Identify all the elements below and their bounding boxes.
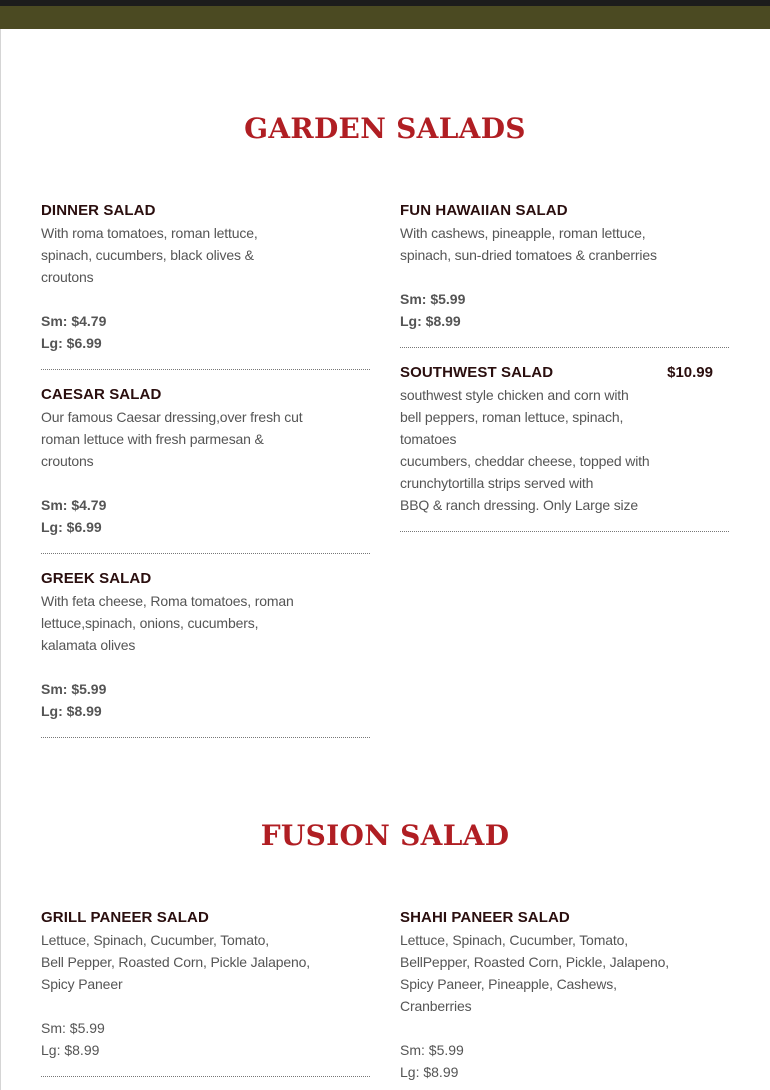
desc-line: Lettuce, Spinach, Cucumber, Tomato, <box>400 932 628 948</box>
desc-line: crunchytortilla strips served with <box>400 475 594 491</box>
desc-line: croutons <box>41 269 94 285</box>
desc-line: With feta cheese, Roma tomatoes, roman <box>41 593 294 609</box>
desc-line: BellPepper, Roasted Corn, Pickle, Jalapeno, <box>400 954 670 970</box>
garden-salads-left-column <box>41 200 370 738</box>
divider <box>41 1076 370 1077</box>
desc-line: With roma tomatoes, roman lettuce, <box>41 225 258 241</box>
divider <box>41 553 370 554</box>
price-large: Lg: $6.99 <box>41 335 102 351</box>
price-small: Sm: $4.79 <box>41 497 107 513</box>
item-name: FUN HAWAIIAN SALAD <box>400 202 568 219</box>
desc-line: Spicy Paneer, Pineapple, Cashews, <box>400 976 617 992</box>
item-name: DINNER SALAD <box>41 202 156 219</box>
section-title-garden-salads: GARDEN SALADS <box>244 112 526 145</box>
item-name: SHAHI PANEER SALAD <box>400 909 570 926</box>
item-description <box>41 406 301 472</box>
item-name: CAESAR SALAD <box>41 386 162 403</box>
item-sizes <box>41 1017 370 1061</box>
menu-item-fun-hawaiian-salad <box>400 200 729 348</box>
item-name: GREEK SALAD <box>41 570 152 587</box>
item-sizes <box>400 1039 729 1083</box>
desc-line: tomatoes <box>400 431 457 447</box>
price-small: Sm: $4.79 <box>41 313 107 329</box>
divider <box>400 531 729 532</box>
price-small: Sm: $5.99 <box>41 1020 105 1036</box>
price-large: Lg: $6.99 <box>41 519 102 535</box>
item-sizes <box>400 288 729 332</box>
desc-line: southwest style chicken and corn with <box>400 387 629 403</box>
desc-line: Spicy Paneer <box>41 976 123 992</box>
desc-line: Our famous Caesar dressing,over fresh cut <box>41 409 303 425</box>
fusion-salad-right-column <box>400 907 729 1083</box>
item-sizes <box>41 678 370 722</box>
desc-line: kalamata olives <box>41 637 136 653</box>
price-large: Lg: $8.99 <box>400 1064 459 1080</box>
desc-line: croutons <box>41 453 94 469</box>
price-small: Sm: $5.99 <box>400 1042 464 1058</box>
price-large: Lg: $8.99 <box>400 313 461 329</box>
menu-item-shahi-paneer-salad <box>400 907 729 1083</box>
desc-line: bell peppers, roman lettuce, spinach, <box>400 409 624 425</box>
menu-item-dinner-salad <box>41 200 370 370</box>
desc-line: lettuce,spinach, onions, cucumbers, <box>41 615 259 631</box>
desc-line: With cashews, pineapple, roman lettuce, <box>400 225 646 241</box>
section-title-fusion-salad: FUSION SALAD <box>260 819 510 852</box>
price-small: Sm: $5.99 <box>41 681 107 697</box>
divider <box>41 369 370 370</box>
desc-line: Lettuce, Spinach, Cucumber, Tomato, <box>41 932 269 948</box>
item-description <box>41 590 301 656</box>
desc-line: roman lettuce with fresh parmesan & <box>41 431 264 447</box>
menu-item-southwest-salad <box>400 362 729 532</box>
item-sizes <box>41 310 370 354</box>
divider <box>400 347 729 348</box>
menu-item-grill-paneer-salad <box>41 907 370 1077</box>
menu-item-caesar-salad <box>41 384 370 554</box>
item-name: SOUTHWEST SALAD <box>400 364 554 381</box>
item-description <box>41 929 311 995</box>
item-description <box>41 222 301 288</box>
item-price: $10.99 <box>667 364 713 381</box>
desc-line: spinach, cucumbers, black olives & <box>41 247 254 263</box>
item-sizes <box>41 494 370 538</box>
price-small: Sm: $5.99 <box>400 291 466 307</box>
divider <box>41 737 370 738</box>
menu-item-greek-salad <box>41 568 370 738</box>
desc-line: Cranberries <box>400 998 472 1014</box>
item-description <box>400 222 660 266</box>
desc-line: BBQ & ranch dressing. Only Large size <box>400 497 639 513</box>
item-description <box>400 384 660 516</box>
price-large: Lg: $8.99 <box>41 703 102 719</box>
desc-line: Bell Pepper, Roasted Corn, Pickle Jalapeno, <box>41 954 311 970</box>
desc-line: cucumbers, cheddar cheese, topped with <box>400 453 650 469</box>
garden-salads-right-column <box>400 200 729 532</box>
fusion-salad-left-column <box>41 907 370 1077</box>
item-name: GRILL PANEER SALAD <box>41 909 209 926</box>
left-border <box>0 29 1 1090</box>
price-large: Lg: $8.99 <box>41 1042 100 1058</box>
top-header-bar <box>0 0 770 29</box>
item-description <box>400 929 670 1017</box>
desc-line: spinach, sun-dried tomatoes & cranberries <box>400 247 657 263</box>
